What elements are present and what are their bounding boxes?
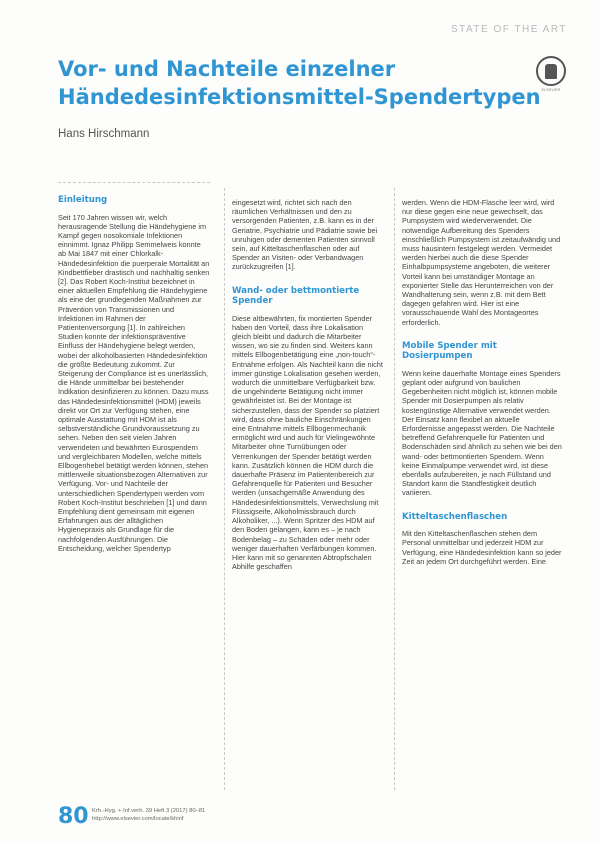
journal-reference: Krh.-Hyg. + Inf.verh. 39 Heft 3 (2017) 80–81 [92, 808, 206, 814]
title-line-2: Händedesinfektionsmittel-Spendertypen [58, 85, 541, 109]
page-number: 80 [58, 804, 89, 829]
paragraph: Seit 170 Jahren wissen wir, welch herausragende Stellung die Händehygiene im Kampf gegen nosokomiale Infektionen einnimmt. Ignaz Philipp Semmelweis konnte ab Mai 1847 mit einer Chlorkalk-Händedesinfektion die puerperale Mortalität an Kindbettfieber drastisch und nachhaltig senken [2]. Das Robert Koch-Institut bezeichnet in einer aktuellen Empfehlung die Händehygiene als eine der grundlegenden Maßnahmen zur Prävention von Transmissionen und Infektionen im Rahmen der Patientenversorgung [1]. In zahlreichen Studien konnte der infektionspräventive Einfluss der Händehygiene belegt werden, wobei der alkoholbasierten Händedesinfektion die größte Bedeutung zukommt. Zur Steigerung der Compliance ist es unerlässlich, die Hände unmittelbar bei bestehender Indikation desinfizieren zu können. Dazu muss das Händedesinfektionsmittel (HDM) jeweils direkt vor Ort zur Verfügung stehen, eine optimale Ausstattung mit HDM ist als selbstverständliche Grundvoraussetzung zu sehen. Neben den seit vielen Jahren verwendeten und bewährten Eurospendern und vergleichbaren Modellen, welche mittels Ellbogenhebel betätigt werden können, stehen mittlerweile situationsbezogen Alternativen zur Verfügung. Vor- und Nachteile der unterschiedlichen Spendertypen werden vom Robert Koch-Institut beschrieben [1] und dann Empfehlung dient gemeinsam mit eigenen Erfahrungen aus der alltäglichen Hygienepraxis als Grundlage für die nachfolgenden Ausführungen. Die Entscheidung, welcher Spendertyp [58, 212, 210, 553]
author-name: Hans Hirschmann [58, 128, 150, 140]
column-divider-2 [394, 188, 395, 790]
article-title [58, 55, 541, 111]
section-heading-wandspender: Wand- oder bettmontierte Spender [232, 285, 360, 307]
section-heading-kitteltaschenflaschen: Kitteltaschenflaschen [402, 511, 508, 522]
text-column-3 [402, 198, 562, 790]
paragraph: Wenn keine dauerhafte Montage eines Spenders geplant oder aufgrund von baulichen Gegebenheiten nicht möglich ist, können mobile Spender mit Dosierpumpen als relativ kostengünstige Alternative verwendet werden. Der Einsatz kann flexibel an aktuelle Erfordernisse angepasst werden. Die Nachteile betreffend Gefahrenquelle für Patienten und Bodenschäden sind ähnlich zu sehen wie bei den wand- oder bettmontierten Spendern. Wenn keine Einmalpumpe verwendet wird, ist diese ebenfalls aufzubereiten, je nach Füllstand und Standort kann die Standfestigkeit deutlich variieren. [402, 368, 562, 498]
paragraph: werden. Wenn die HDM-Flasche leer wird, wird nur diese gegen eine neue gewechselt, das Pumpsystem wird wiederverwendet. Die notwendige Aufbereitung des Spenders einschließlich Pumpsystem ist zeitaufwändig und muss hausintern festgelegt werden. Vermeidet werden hierbei auch die diese Spender Einhalbpumpsysteme angeboten, die weiterer Vorteil kann bei umständiger Montage an exponierter Stelle das Herunterreichen von der Wandhalterung sein, wenn z.B. mit dem Bett dagegen gefahren wird. Hier ist eine vorausschauende Wahl des Montageortes erforderlich. [402, 198, 561, 327]
footer-citation [92, 808, 205, 823]
paragraph: Diese altbewährten, fix montierten Spender haben den Vorteil, dass ihre Lokalisation gleich bleibt und dadurch die Mitarbeiter wissen, wo sie zu finden sind. Weiters kann mittels Ellbogenbetätigung eine „non-touch“-Entnahme erfolgen. Als Nachteil kann die nicht immer günstige Lokalisation gesehen werden, wodurch die unmittelbare Verfügbarkeit bzw. die ungehinderte Betätigung nicht immer gewährleistet ist. Bei der Montage ist sicherzustellen, dass der Spender so platziert wird, dass ohne bauliche Einschränkungen eine Entnahme mittels Ellbogenmechanik ermöglicht wird und auch für Vielingewöhnte Mitarbeiter ohne Turnübungen oder Verrenkungen der Spender betätigt werden kann. Zusätzlich können die HDM durch die dauerhafte Präsenz im Patientenbereich zur Gefahrenquelle für Patienten und Besucher werden (unsachgemäße Anwendung des Händedesinfektionsmittels, Verwechslung mit Flüssigseife, Alkoholmissbrauch durch Alkoholiker, ...). Wenn Spritzer des HDM auf den Boden gelangen, kann es – je nach Bodenbelag – zu Schäden oder mehr oder weniger dauerhaften Verfärbungen kommen. Hier kann mit so genannten Abtropfschalen Abhilfe geschaffen [232, 313, 383, 572]
paragraph: Mit den Kitteltaschenflaschen stehen dem Personal unmittelbar und jederzeit HDM zur Verfügung, eine Händedesinfektion kann so jeder Zeit an jedem Ort durchgeführt werden. Eine [402, 529, 562, 566]
publisher-logo-text: ELSEVIER [541, 88, 561, 92]
paragraph: eingesetzt wird, richtet sich nach den räumlichen Verhältnissen und den zu versorgenden Patienten, z.B. kann es in der Geriatrie, Psychiatrie und Pädiatrie sowie bei unruhigen oder dementen Patienten sinnvoll sein, auf Kitteltaschenflaschen oder auf Spender an Visiten- oder Verbandwagen zurückzugreifen [1]. [232, 198, 378, 272]
publisher-seal-icon [536, 56, 566, 86]
column-divider-1 [224, 188, 225, 790]
title-line-1: Vor- und Nachteile einzelner [58, 57, 396, 81]
journal-url: http://www.elsevier.com/locate/khinf [92, 815, 184, 822]
text-column-1 [58, 195, 210, 790]
section-tag: STATE OF THE ART [450, 24, 567, 35]
publisher-logo [534, 56, 568, 92]
section-heading-einleitung: Einleitung [58, 195, 108, 205]
section-heading-mobile-spender: Mobile Spender mit Dosierpumpen [402, 340, 497, 362]
column-divider-top [58, 182, 210, 183]
text-column-2 [232, 198, 384, 790]
